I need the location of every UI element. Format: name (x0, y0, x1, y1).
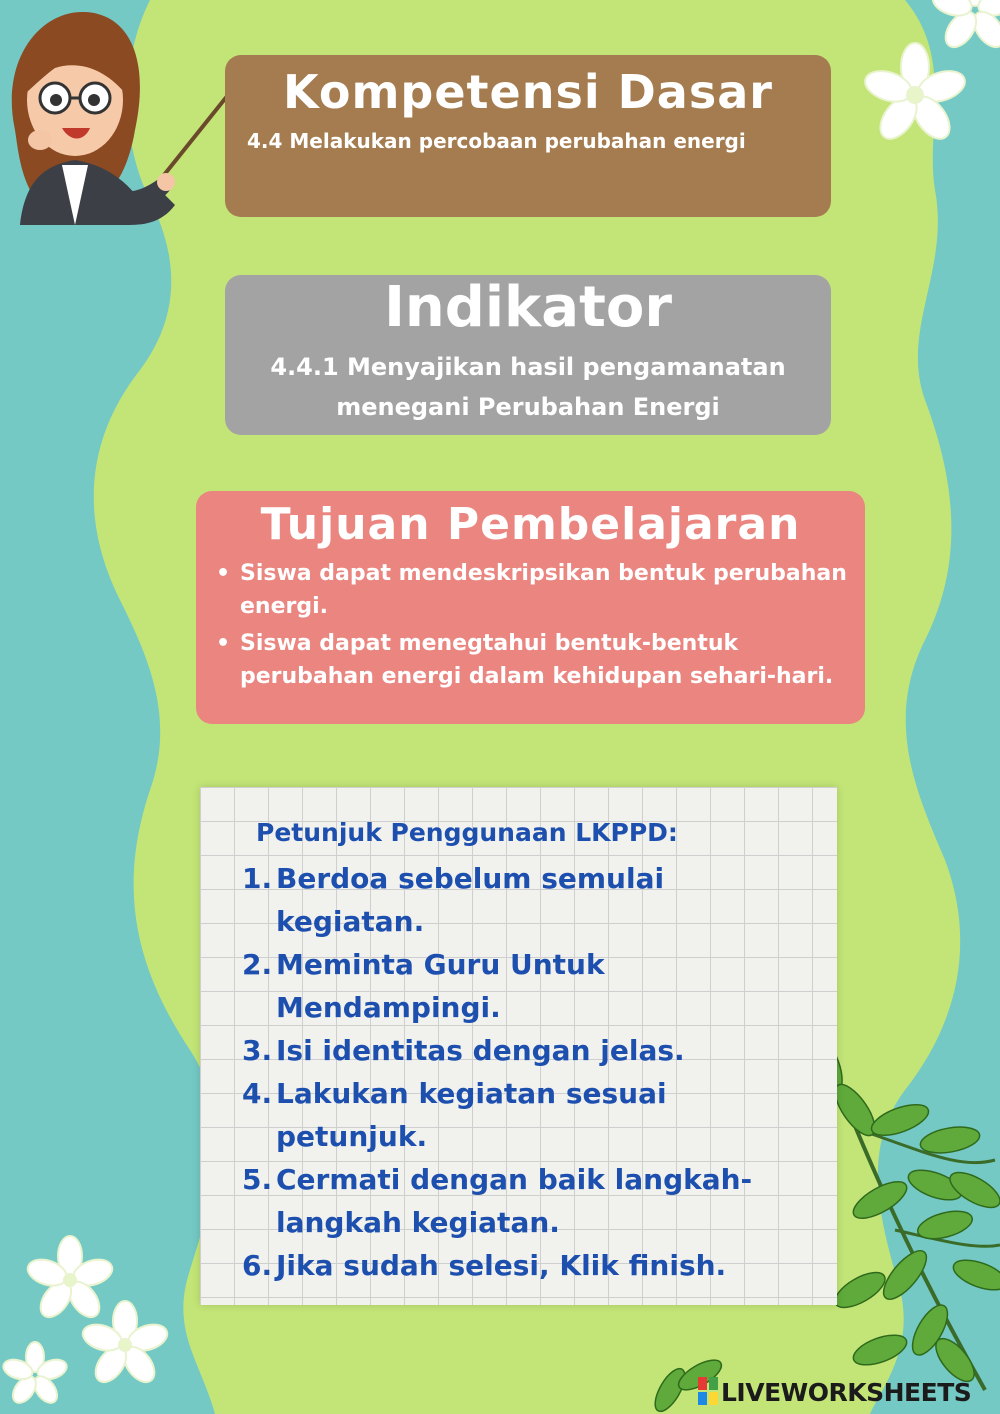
liveworksheets-brand[interactable] (698, 1376, 994, 1410)
indikator-line-1: 4.4.1 Menyajikan hasil pengamanatan (270, 353, 786, 381)
tujuan-item-text: Siswa dapat menegtahui bentuk-bentuk perubahan energi dalam kehidupan sehari-hari. (240, 631, 834, 689)
petunjuk-list (242, 857, 817, 1287)
list-item (242, 1158, 817, 1244)
flower-icon (1, 1236, 171, 1407)
indikator-card (225, 275, 831, 435)
indikator-line-2: menegani Perubahan Energi (336, 393, 720, 421)
kompetensi-dasar-body: 4.4 Melakukan percobaan perubahan energi (247, 129, 746, 153)
list-item (242, 857, 817, 943)
step-text: Berdoa sebelum semulai kegiatan. (276, 862, 665, 938)
tujuan-pembelajaran-title: Tujuan Pembelajaran (260, 499, 801, 550)
list-item (242, 1244, 817, 1287)
step-text: Isi identitas dengan jelas. (276, 1034, 685, 1067)
step-number: 4. (242, 1077, 273, 1110)
list-item (216, 557, 865, 623)
kompetensi-dasar-card (225, 55, 831, 217)
petunjuk-panel (200, 787, 837, 1305)
brand-text: LIVEWORKSHEETS (721, 1378, 972, 1407)
step-number: 1. (242, 862, 273, 895)
list-item (242, 1029, 817, 1072)
tujuan-list (196, 557, 865, 693)
bullet-icon: • (216, 631, 231, 656)
step-text: Lakukan kegiatan sesuai petunjuk. (276, 1077, 667, 1153)
list-item (242, 1072, 817, 1158)
step-number: 3. (242, 1034, 273, 1067)
step-number: 2. (242, 948, 273, 981)
step-number: 6. (242, 1249, 273, 1282)
kompetensi-dasar-title: Kompetensi Dasar (283, 65, 773, 119)
indikator-title: Indikator (384, 275, 672, 340)
tujuan-pembelajaran-card (196, 491, 865, 724)
list-item (216, 627, 865, 693)
step-text: Meminta Guru Untuk Mendampingi. (276, 948, 605, 1024)
list-item (242, 943, 817, 1029)
bullet-icon: • (216, 561, 231, 586)
petunjuk-title: Petunjuk Penggunaan LKPPD: (256, 818, 678, 847)
step-number: 5. (242, 1163, 273, 1196)
liveworksheets-logo-icon (698, 1377, 718, 1405)
indikator-body (225, 347, 831, 427)
step-text: Jika sudah selesi, Klik finish. (276, 1249, 727, 1282)
step-text: Cermati dengan baik langkah-langkah kegiatan. (276, 1163, 753, 1239)
tujuan-item-text: Siswa dapat mendeskripsikan bentuk perubahan energi. (240, 561, 847, 619)
